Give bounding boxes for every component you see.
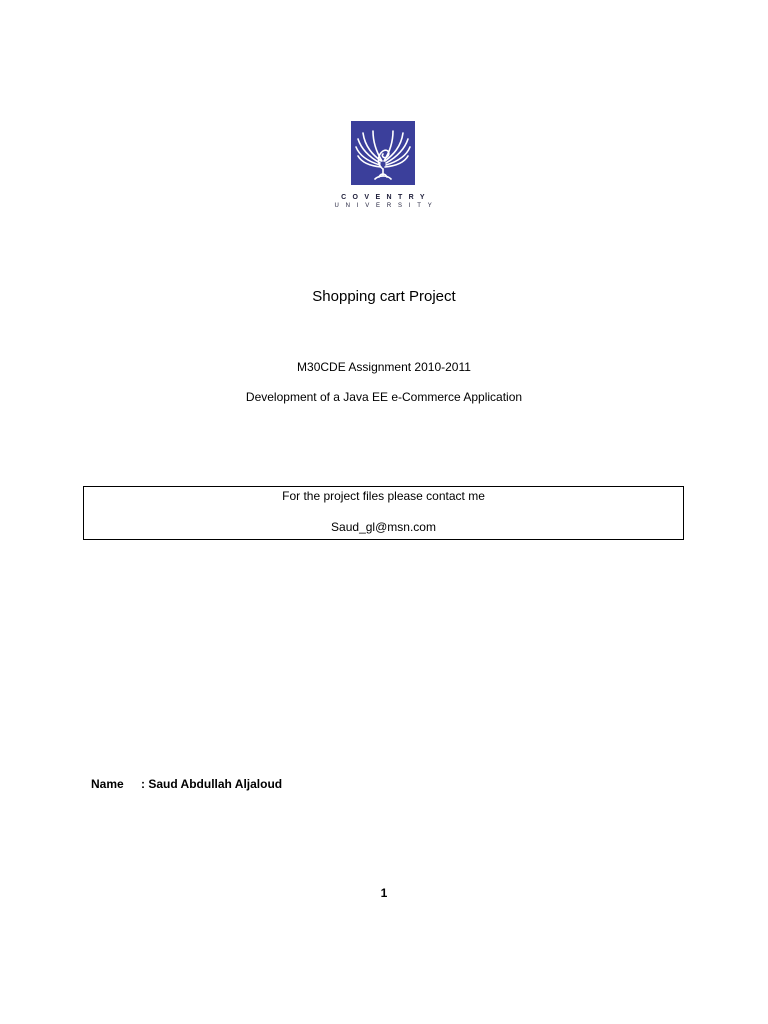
university-wordmark [322, 194, 444, 209]
logo-name-line2: UNIVERSITY [334, 203, 439, 209]
contact-message: For the project files please contact me [282, 489, 485, 503]
description-line: Development of a Java EE e-Commerce Application [245, 390, 523, 404]
contact-box [83, 486, 684, 540]
phoenix-emblem-icon [351, 121, 415, 185]
contact-email: Saud_gl@msn.com [331, 520, 436, 534]
document-title: Shopping cart Project [312, 288, 456, 305]
university-logo [351, 121, 415, 185]
author-name: : Saud Abdullah Aljaloud [141, 777, 283, 791]
assignment-line: M30CDE Assignment 2010-2011 [297, 360, 471, 374]
page-number: 1 [380, 886, 388, 900]
author-label: Name [91, 777, 124, 791]
logo-name-line1: COVENTRY [341, 194, 431, 201]
